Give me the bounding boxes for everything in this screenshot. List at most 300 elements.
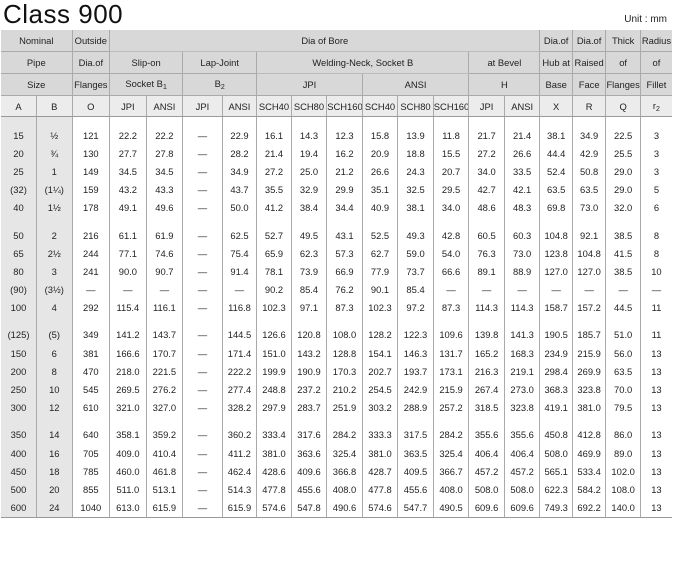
table-cell: 200 bbox=[1, 362, 37, 380]
table-cell: 12.3 bbox=[327, 126, 363, 144]
table-cell: 139.8 bbox=[469, 326, 505, 344]
table-cell: — bbox=[572, 281, 605, 299]
table-cell: 11 bbox=[640, 299, 672, 317]
table-cell: 3 bbox=[640, 144, 672, 162]
table-cell: 38.1 bbox=[398, 199, 434, 217]
table-cell: — bbox=[146, 281, 183, 299]
table-cell: 6 bbox=[640, 199, 672, 217]
table-cell: 34.4 bbox=[327, 199, 363, 217]
table-cell: 269.5 bbox=[110, 380, 147, 398]
outside-header-3: Flanges bbox=[72, 74, 110, 96]
table-cell: 400 bbox=[1, 444, 37, 462]
table-cell: 409.6 bbox=[291, 462, 327, 480]
table-cell: 13 bbox=[640, 344, 672, 362]
table-cell: 1 bbox=[37, 162, 73, 180]
table-cell: ½ bbox=[37, 126, 73, 144]
table-cell: (125) bbox=[1, 326, 37, 344]
table-cell: 412.8 bbox=[572, 426, 605, 444]
table-cell: 76.2 bbox=[327, 281, 363, 299]
table-cell: 90.0 bbox=[110, 262, 147, 280]
table-row bbox=[1, 344, 672, 362]
table-cell: 116.1 bbox=[146, 299, 183, 317]
page-title: Class 900 bbox=[3, 0, 124, 29]
table-cell: 368.3 bbox=[540, 380, 572, 398]
table-cell: 609.6 bbox=[504, 499, 540, 518]
table-cell: 78.1 bbox=[257, 262, 292, 280]
table-cell: (32) bbox=[1, 181, 37, 199]
table-cell: 381 bbox=[72, 344, 110, 362]
table-cell: 333.3 bbox=[362, 426, 398, 444]
table-cell: 87.3 bbox=[433, 299, 469, 317]
table-cell: 62.5 bbox=[222, 226, 257, 244]
table-cell: 60.5 bbox=[469, 226, 505, 244]
table-cell: 27.2 bbox=[257, 162, 292, 180]
table-cell: 127.0 bbox=[540, 262, 572, 280]
table-cell: 428.6 bbox=[257, 462, 292, 480]
table-cell: — bbox=[606, 281, 641, 299]
group-spacer bbox=[1, 317, 672, 326]
column-code: Q bbox=[606, 96, 641, 117]
table-cell: 49.3 bbox=[398, 226, 434, 244]
table-cell: 34.0 bbox=[433, 199, 469, 217]
thick-header-1: Thick bbox=[606, 30, 641, 52]
table-cell: 50 bbox=[1, 226, 37, 244]
table-cell: 18 bbox=[37, 462, 73, 480]
table-cell: — bbox=[183, 362, 223, 380]
table-cell: 131.7 bbox=[433, 344, 469, 362]
table-cell: 27.8 bbox=[146, 144, 183, 162]
table-cell: 41.2 bbox=[257, 199, 292, 217]
table-row bbox=[1, 126, 672, 144]
table-cell: 56.0 bbox=[606, 344, 641, 362]
table-cell: 323.8 bbox=[572, 380, 605, 398]
column-code: JPI bbox=[110, 96, 147, 117]
table-cell: 42.1 bbox=[504, 181, 540, 199]
table-cell: 508.0 bbox=[469, 480, 505, 498]
table-cell: — bbox=[183, 144, 223, 162]
table-cell: 490.5 bbox=[433, 499, 469, 518]
unit-label: Unit : mm bbox=[624, 14, 667, 25]
table-cell: 75.4 bbox=[222, 244, 257, 262]
table-cell: 360.2 bbox=[222, 426, 257, 444]
table-cell: 574.6 bbox=[362, 499, 398, 518]
table-cell: 13.9 bbox=[398, 126, 434, 144]
table-cell: 52.4 bbox=[540, 162, 572, 180]
table-cell: 43.7 bbox=[222, 181, 257, 199]
column-code: SCH160 bbox=[433, 96, 469, 117]
table-cell: 52.7 bbox=[257, 226, 292, 244]
table-cell: 108.0 bbox=[327, 326, 363, 344]
table-cell: 40.9 bbox=[362, 199, 398, 217]
table-cell: 610 bbox=[72, 399, 110, 417]
table-cell: 749.3 bbox=[540, 499, 572, 518]
table-cell: 43.2 bbox=[110, 181, 147, 199]
table-cell: — bbox=[504, 281, 540, 299]
table-row bbox=[1, 326, 672, 344]
table-cell: 20.7 bbox=[433, 162, 469, 180]
table-cell: 267.4 bbox=[469, 380, 505, 398]
table-cell: — bbox=[183, 162, 223, 180]
table-cell: 25.5 bbox=[606, 144, 641, 162]
table-cell: 29.9 bbox=[327, 181, 363, 199]
table-cell: 128.8 bbox=[327, 344, 363, 362]
table-cell: 785 bbox=[72, 462, 110, 480]
table-cell: 855 bbox=[72, 480, 110, 498]
table-cell: 251.9 bbox=[327, 399, 363, 417]
table-cell: 59.0 bbox=[398, 244, 434, 262]
table-cell: 216.3 bbox=[469, 362, 505, 380]
table-cell: — bbox=[183, 126, 223, 144]
radius-header-3: Fillet bbox=[640, 74, 672, 96]
table-cell: 29.0 bbox=[606, 162, 641, 180]
table-cell: 242.9 bbox=[398, 380, 434, 398]
table-cell: — bbox=[183, 444, 223, 462]
table-cell: 16.2 bbox=[327, 144, 363, 162]
group-spacer bbox=[1, 217, 672, 226]
table-cell: 317.5 bbox=[398, 426, 434, 444]
table-header bbox=[1, 30, 672, 117]
table-row bbox=[1, 281, 672, 299]
table-cell: 126.6 bbox=[257, 326, 292, 344]
table-cell: 355.6 bbox=[504, 426, 540, 444]
table-cell: 705 bbox=[72, 444, 110, 462]
table-cell: 455.6 bbox=[398, 480, 434, 498]
table-cell: 3 bbox=[640, 162, 672, 180]
table-cell: 190.9 bbox=[291, 362, 327, 380]
table-cell: 74.6 bbox=[146, 244, 183, 262]
welding-jpi-header: JPI bbox=[257, 74, 363, 96]
table-cell: 6 bbox=[37, 344, 73, 362]
table-cell: 3 bbox=[37, 262, 73, 280]
table-cell: 97.2 bbox=[398, 299, 434, 317]
table-cell: 173.1 bbox=[433, 362, 469, 380]
flange-dimension-table bbox=[1, 30, 672, 518]
table-cell: 284.2 bbox=[327, 426, 363, 444]
table-cell: 1040 bbox=[72, 499, 110, 518]
table-cell: 565.1 bbox=[540, 462, 572, 480]
table-row bbox=[1, 162, 672, 180]
table-row bbox=[1, 380, 672, 398]
table-cell: 250 bbox=[1, 380, 37, 398]
hub-base-header-1: Dia.of bbox=[540, 30, 572, 52]
table-cell: 100 bbox=[1, 299, 37, 317]
table-cell: 140.0 bbox=[606, 499, 641, 518]
raised-header-3: Face bbox=[572, 74, 605, 96]
table-body bbox=[1, 117, 672, 518]
table-cell: 455.6 bbox=[291, 480, 327, 498]
table-cell: 28.2 bbox=[222, 144, 257, 162]
table-cell: 102.3 bbox=[257, 299, 292, 317]
table-cell: 584.2 bbox=[572, 480, 605, 498]
table-cell: 143.7 bbox=[146, 326, 183, 344]
table-cell: 49.6 bbox=[146, 199, 183, 217]
table-cell: 297.9 bbox=[257, 399, 292, 417]
table-cell: 76.3 bbox=[469, 244, 505, 262]
table-cell: 73.0 bbox=[572, 199, 605, 217]
table-row bbox=[1, 462, 672, 480]
table-cell: 600 bbox=[1, 499, 37, 518]
outside-header-2: Dia.of bbox=[72, 52, 110, 74]
table-cell: 349 bbox=[72, 326, 110, 344]
r-subscript: 2 bbox=[656, 105, 660, 113]
table-cell: 613.0 bbox=[110, 499, 147, 518]
table-cell: 120.8 bbox=[291, 326, 327, 344]
table-cell: 190.5 bbox=[540, 326, 572, 344]
table-cell: 381.0 bbox=[362, 444, 398, 462]
raised-header-2: Raised bbox=[572, 52, 605, 74]
table-cell: 171.4 bbox=[222, 344, 257, 362]
table-cell: 8 bbox=[37, 362, 73, 380]
table-cell: 327.0 bbox=[146, 399, 183, 417]
table-cell: 13 bbox=[640, 480, 672, 498]
table-cell: 16 bbox=[37, 444, 73, 462]
table-cell: 615.9 bbox=[146, 499, 183, 518]
table-cell: 121 bbox=[72, 126, 110, 144]
table-cell: 69.8 bbox=[540, 199, 572, 217]
table-cell: 38.5 bbox=[606, 226, 641, 244]
table-cell: — bbox=[183, 326, 223, 344]
table-cell: 34.5 bbox=[146, 162, 183, 180]
table-cell: 460.0 bbox=[110, 462, 147, 480]
column-code: SCH160 bbox=[327, 96, 363, 117]
table-cell: 5 bbox=[640, 181, 672, 199]
table-cell: 65 bbox=[1, 244, 37, 262]
table-cell: 73.9 bbox=[291, 262, 327, 280]
table-cell: 44.4 bbox=[540, 144, 572, 162]
table-cell: 333.4 bbox=[257, 426, 292, 444]
table-cell: 26.6 bbox=[504, 144, 540, 162]
table-cell: 381.0 bbox=[257, 444, 292, 462]
table-cell: — bbox=[222, 281, 257, 299]
table-row bbox=[1, 362, 672, 380]
nominal-header-2: Pipe bbox=[1, 52, 72, 74]
slip-on-header-2: Socket $B_1$ bbox=[110, 74, 183, 96]
table-cell: 218.0 bbox=[110, 362, 147, 380]
table-cell: 409.0 bbox=[110, 444, 147, 462]
column-code: SCH80 bbox=[398, 96, 434, 117]
table-cell: 18.8 bbox=[398, 144, 434, 162]
table-cell: 38.4 bbox=[291, 199, 327, 217]
table-cell: 11.8 bbox=[433, 126, 469, 144]
table-cell: 33.5 bbox=[504, 162, 540, 180]
table-cell: 61.9 bbox=[146, 226, 183, 244]
table-cell: 490.6 bbox=[327, 499, 363, 518]
table-cell: 48.3 bbox=[504, 199, 540, 217]
table-cell: 73.0 bbox=[504, 244, 540, 262]
table-cell: 321.0 bbox=[110, 399, 147, 417]
table-cell: 29.5 bbox=[433, 181, 469, 199]
table-cell: 29.0 bbox=[606, 181, 641, 199]
table-cell: 24.3 bbox=[398, 162, 434, 180]
group-spacer bbox=[1, 117, 672, 127]
table-cell: 325.4 bbox=[433, 444, 469, 462]
table-cell: 574.6 bbox=[257, 499, 292, 518]
hub-base-header-3: Base bbox=[540, 74, 572, 96]
table-cell: 62.7 bbox=[362, 244, 398, 262]
column-code: JPI bbox=[183, 96, 223, 117]
table-cell: 14.3 bbox=[291, 126, 327, 144]
table-cell: 254.5 bbox=[362, 380, 398, 398]
table-cell: 237.2 bbox=[291, 380, 327, 398]
table-cell: — bbox=[183, 226, 223, 244]
slip-on-subscript: 1 bbox=[162, 84, 167, 91]
table-cell: 40 bbox=[1, 199, 37, 217]
table-cell: 42.7 bbox=[469, 181, 505, 199]
table-cell: 692.2 bbox=[572, 499, 605, 518]
table-cell: 97.1 bbox=[291, 299, 327, 317]
table-cell: 92.1 bbox=[572, 226, 605, 244]
table-cell: 168.3 bbox=[504, 344, 540, 362]
radius-header-2: of bbox=[640, 52, 672, 74]
column-code: ANSI bbox=[146, 96, 183, 117]
table-cell: 170.7 bbox=[146, 344, 183, 362]
table-cell: — bbox=[72, 281, 110, 299]
table-cell: 34.9 bbox=[222, 162, 257, 180]
table-cell: 408.0 bbox=[327, 480, 363, 498]
table-cell: 104.8 bbox=[572, 244, 605, 262]
table-cell: 178 bbox=[72, 199, 110, 217]
table-cell: 545 bbox=[72, 380, 110, 398]
table-cell: 13 bbox=[640, 380, 672, 398]
table-cell: 89.0 bbox=[606, 444, 641, 462]
table-cell: 547.7 bbox=[398, 499, 434, 518]
table-cell: 469.9 bbox=[572, 444, 605, 462]
table-cell: 50.8 bbox=[572, 162, 605, 180]
table-cell: 158.7 bbox=[540, 299, 572, 317]
table-cell: 43.3 bbox=[146, 181, 183, 199]
table-cell: 355.6 bbox=[469, 426, 505, 444]
table-cell: 248.8 bbox=[257, 380, 292, 398]
table-cell: 85.4 bbox=[291, 281, 327, 299]
table-cell: 615.9 bbox=[222, 499, 257, 518]
table-cell: 20 bbox=[1, 144, 37, 162]
table-cell: 19.4 bbox=[291, 144, 327, 162]
table-cell: 102.0 bbox=[606, 462, 641, 480]
table-cell: 63.5 bbox=[606, 362, 641, 380]
table-cell: 411.2 bbox=[222, 444, 257, 462]
table-cell: 325.4 bbox=[327, 444, 363, 462]
table-cell: 185.7 bbox=[572, 326, 605, 344]
table-cell: 66.6 bbox=[433, 262, 469, 280]
table-cell: 21.7 bbox=[469, 126, 505, 144]
table-cell: 20.9 bbox=[362, 144, 398, 162]
table-cell: 10 bbox=[640, 262, 672, 280]
table-cell: 202.7 bbox=[362, 362, 398, 380]
table-row bbox=[1, 226, 672, 244]
table-cell: 216 bbox=[72, 226, 110, 244]
table-cell: 34.9 bbox=[572, 126, 605, 144]
table-cell: 14 bbox=[37, 426, 73, 444]
table-cell: 283.7 bbox=[291, 399, 327, 417]
column-code: $r_2$ bbox=[640, 96, 672, 117]
table-cell: 276.2 bbox=[146, 380, 183, 398]
table-cell: — bbox=[183, 199, 223, 217]
table-cell: 215.9 bbox=[572, 344, 605, 362]
table-cell: 477.8 bbox=[257, 480, 292, 498]
table-cell: 277.4 bbox=[222, 380, 257, 398]
table-cell: 49.1 bbox=[110, 199, 147, 217]
table-row bbox=[1, 499, 672, 518]
table-cell: 90.2 bbox=[257, 281, 292, 299]
table-row bbox=[1, 144, 672, 162]
table-cell: 22.2 bbox=[110, 126, 147, 144]
table-cell: 86.0 bbox=[606, 426, 641, 444]
table-cell: 77.9 bbox=[362, 262, 398, 280]
table-cell: 241 bbox=[72, 262, 110, 280]
table-cell: 52.5 bbox=[362, 226, 398, 244]
table-cell: 80 bbox=[1, 262, 37, 280]
table-cell: 34.0 bbox=[469, 162, 505, 180]
table-cell: 358.1 bbox=[110, 426, 147, 444]
table-cell: 22.9 bbox=[222, 126, 257, 144]
table-cell: 318.5 bbox=[469, 399, 505, 417]
table-cell: 25 bbox=[1, 162, 37, 180]
group-spacer bbox=[1, 417, 672, 426]
dia-of-bore-header: Dia of Bore bbox=[110, 30, 540, 52]
table-cell: 409.5 bbox=[398, 462, 434, 480]
table-cell: 85.4 bbox=[398, 281, 434, 299]
table-cell: 462.4 bbox=[222, 462, 257, 480]
thick-header-2: of bbox=[606, 52, 641, 74]
table-cell: 54.0 bbox=[433, 244, 469, 262]
table-cell: 128.2 bbox=[362, 326, 398, 344]
table-row bbox=[1, 480, 672, 498]
hub-bevel-header-2: at Bevel bbox=[469, 52, 540, 74]
table-cell: — bbox=[110, 281, 147, 299]
column-code: A bbox=[1, 96, 37, 117]
table-cell: 13 bbox=[640, 499, 672, 518]
table-cell: (1¼) bbox=[37, 181, 73, 199]
table-cell: 144.5 bbox=[222, 326, 257, 344]
table-cell: 32.0 bbox=[606, 199, 641, 217]
table-cell: 38.5 bbox=[606, 262, 641, 280]
table-cell: 89.1 bbox=[469, 262, 505, 280]
column-code: SCH40 bbox=[257, 96, 292, 117]
table-cell: 123.8 bbox=[540, 244, 572, 262]
table-cell: 244 bbox=[72, 244, 110, 262]
table-cell: — bbox=[183, 281, 223, 299]
table-cell: 303.2 bbox=[362, 399, 398, 417]
table-cell: 73.7 bbox=[398, 262, 434, 280]
table-cell: 470 bbox=[72, 362, 110, 380]
table-cell: 13 bbox=[640, 399, 672, 417]
table-cell: 77.1 bbox=[110, 244, 147, 262]
table-cell: 79.5 bbox=[606, 399, 641, 417]
table-cell: 1½ bbox=[37, 199, 73, 217]
table-cell: 141.2 bbox=[110, 326, 147, 344]
table-row bbox=[1, 181, 672, 199]
table-cell: 115.4 bbox=[110, 299, 147, 317]
table-cell: ¾ bbox=[37, 144, 73, 162]
table-cell: 104.8 bbox=[540, 226, 572, 244]
table-cell: 32.5 bbox=[398, 181, 434, 199]
column-code: ANSI bbox=[504, 96, 540, 117]
table-cell: 234.9 bbox=[540, 344, 572, 362]
table-cell: — bbox=[540, 281, 572, 299]
table-cell: 622.3 bbox=[540, 480, 572, 498]
table-cell: — bbox=[183, 462, 223, 480]
table-cell: 27.7 bbox=[110, 144, 147, 162]
table-cell: 114.3 bbox=[504, 299, 540, 317]
table-cell: 43.1 bbox=[327, 226, 363, 244]
table-cell: 130 bbox=[72, 144, 110, 162]
table-cell: 2½ bbox=[37, 244, 73, 262]
column-code: R bbox=[572, 96, 605, 117]
table-cell: 21.4 bbox=[257, 144, 292, 162]
table-cell: 15.5 bbox=[433, 144, 469, 162]
table-cell: 41.5 bbox=[606, 244, 641, 262]
table-cell: 257.2 bbox=[433, 399, 469, 417]
